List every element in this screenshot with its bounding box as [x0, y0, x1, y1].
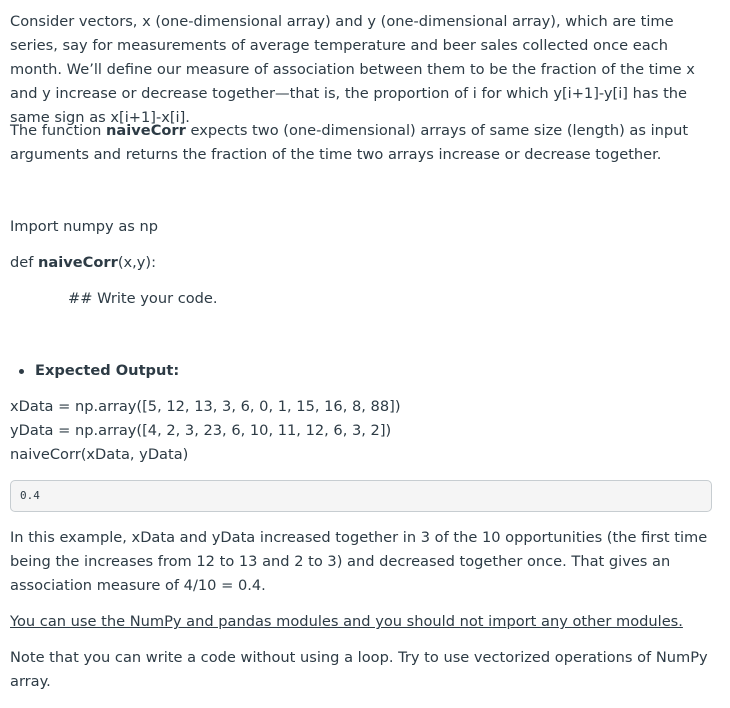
intro-paragraph: Consider vectors, x (one-dimensional array) and y (one-dimensional array), which are time series, say for measurements of average temperature and beer sales collected once each month. We’ll define our measure of association between them to be the fraction of the time x and y increase or decrease together—that is, the proportion of i for which y[i+1]-y[i] has the same sign as x[i+1]-x[i].	[10, 13, 695, 126]
loop-note: Note that you can write a code without using a loop. Try to use vectorized operations of NumPy array.	[10, 649, 708, 690]
modules-note-text: You can use the NumPy and pandas modules and you should not import any other modules.	[10, 613, 683, 630]
def-line	[10, 251, 156, 275]
x-data-line: xData = np.array([5, 12, 13, 3, 6, 0, 1, 15, 16, 8, 88])	[10, 398, 401, 415]
example-code	[10, 395, 401, 467]
code-comment: ## Write your code.	[68, 290, 218, 307]
function-description	[10, 119, 722, 167]
def-function-name: naiveCorr	[38, 254, 118, 271]
output-value: 0.4	[20, 489, 40, 502]
modules-note	[10, 610, 683, 634]
function-description-suffix: expects two (one-dimensional) arrays of same size (length) as input arguments and returns the fraction of the time two arrays increase or decrease together.	[10, 122, 689, 163]
def-keyword: def	[10, 254, 39, 271]
call-line: naiveCorr(xData, yData)	[10, 446, 189, 463]
function-name: naiveCorr	[106, 122, 186, 139]
bullet-dot-icon	[19, 369, 24, 374]
expected-output-heading: Expected Output:	[35, 362, 180, 379]
function-description-prefix: The function	[10, 122, 107, 139]
output-box	[10, 480, 712, 512]
import-line: Import numpy as np	[10, 218, 159, 235]
y-data-line: yData = np.array([4, 2, 3, 23, 6, 10, 11, 12, 6, 3, 2])	[10, 422, 392, 439]
def-params: (x,y):	[117, 254, 157, 271]
explanation-paragraph: In this example, xData and yData increased together in 3 of the 10 opportunities (the first time being the increases from 12 to 13 and 2 to 3) and decreased together once. That gives an association measure of 4/10 = 0.4.	[10, 529, 708, 594]
